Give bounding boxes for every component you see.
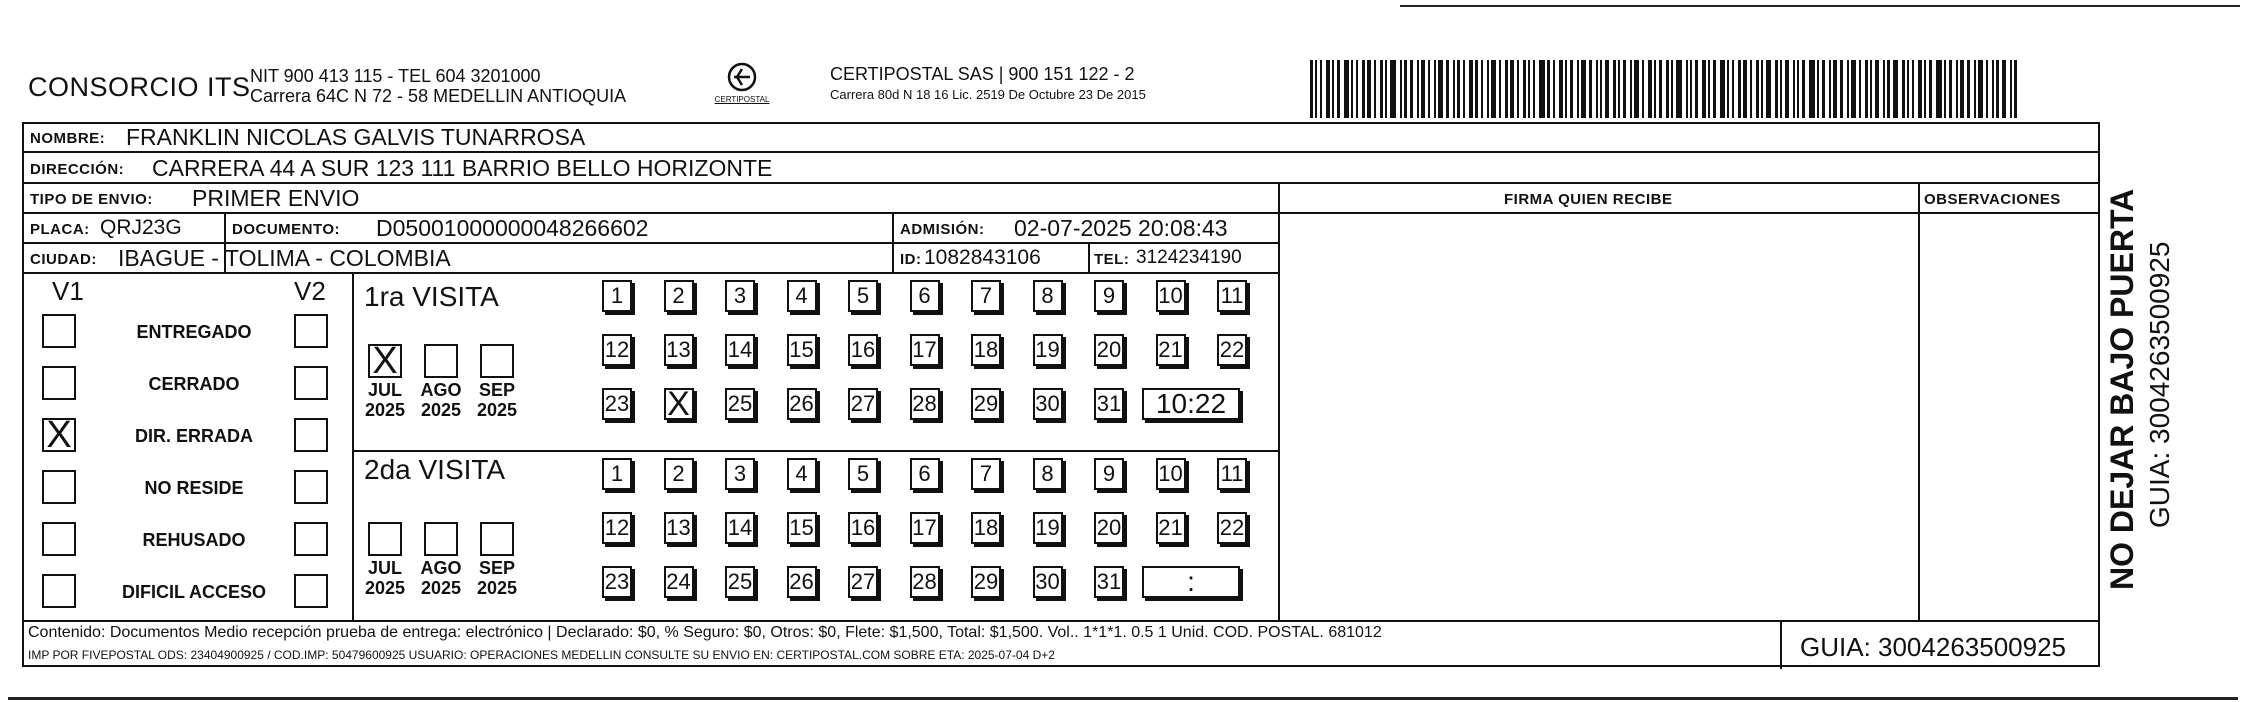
barcode-bar (1410, 60, 1413, 118)
barcode-bar (1351, 60, 1353, 118)
barcode-bar (1750, 60, 1752, 118)
ciudad-label: CIUDAD: (30, 251, 97, 268)
day-box[interactable]: 2 (664, 458, 694, 490)
barcode-bar (1974, 60, 1976, 118)
barcode-bar (1362, 60, 1365, 118)
barcode-bar (1469, 60, 1473, 118)
v2-checkbox[interactable] (294, 470, 328, 504)
barcode-bar (1929, 60, 1932, 118)
barcode-bar (1565, 60, 1567, 118)
day-box[interactable]: 19 (1033, 334, 1063, 366)
barcode-bar (1659, 60, 1662, 118)
month-caption (417, 380, 465, 420)
day-box[interactable]: 3 (725, 280, 755, 312)
status-option-label: CERRADO (148, 374, 240, 394)
day-box[interactable]: 8 (1033, 280, 1063, 312)
barcode-bar (1385, 60, 1387, 118)
v1-checkbox[interactable]: X (42, 418, 76, 452)
status-option-label: ENTREGADO (136, 322, 252, 342)
barcode-bar (1533, 60, 1535, 118)
day-box[interactable]: 11 (1217, 458, 1247, 490)
barcode-bar (1648, 60, 1652, 118)
logo-text: CERTIPOSTAL (714, 95, 770, 104)
barcode-bar (1315, 60, 1317, 118)
day-box-marked[interactable]: X (664, 388, 694, 420)
barcode-bar (1505, 60, 1508, 118)
day-box[interactable]: 29 (971, 566, 1001, 598)
barcode-bar (1367, 60, 1371, 118)
month-checkbox[interactable] (368, 522, 402, 556)
placa-value: QRJ23G (100, 216, 182, 239)
day-box[interactable]: 17 (910, 334, 940, 366)
month-label: SEP (478, 380, 516, 400)
logo-icon (725, 60, 759, 94)
month-checkbox[interactable] (480, 522, 514, 556)
barcode-bar (1944, 60, 1946, 118)
barcode-bar (1822, 60, 1825, 118)
admision-value: 02-07-2025 20:08:43 (1014, 215, 1228, 241)
barcode-bar (1902, 60, 1905, 118)
barcode-bar (1918, 60, 1922, 118)
barcode-bar (2002, 60, 2006, 118)
barcode-bar (1438, 60, 1443, 118)
barcode-bar (1732, 60, 1734, 118)
day-box[interactable]: 25 (725, 388, 755, 420)
day-box[interactable]: 18 (971, 512, 1001, 544)
barcode-bar (1924, 60, 1926, 118)
year-label: 2025 (476, 400, 518, 420)
day-box[interactable]: 6 (910, 458, 940, 490)
barcode-bar (1887, 60, 1890, 118)
barcode-bar (1851, 60, 1856, 118)
day-box[interactable]: 23 (602, 566, 632, 598)
barcode-bar (1390, 60, 1396, 118)
year-label: 2025 (364, 400, 406, 420)
side-warning: NO DEJAR BAJO PUERTA (2104, 188, 2140, 590)
barcode-bar (1756, 60, 1759, 118)
barcode-bar (1695, 60, 1698, 118)
barcode-bar (1553, 60, 1555, 118)
v2-checkbox[interactable] (294, 418, 328, 452)
day-box[interactable]: 31 (1094, 566, 1124, 598)
v1-checkbox[interactable] (42, 314, 76, 348)
day-box[interactable]: 25 (725, 566, 755, 598)
month-caption (473, 380, 521, 420)
barcode-bar (1766, 60, 1771, 118)
tel-value: 3124234190 (1136, 247, 1242, 268)
barcode-bar (1936, 60, 1942, 118)
day-box[interactable]: 15 (787, 334, 817, 366)
barcode-bar (1446, 60, 1449, 118)
documento-value: D05001000000048266602 (376, 215, 649, 241)
barcode-bar (1400, 60, 1402, 118)
tipo-envio-label: TIPO DE ENVIO: (30, 191, 153, 208)
month-caption (361, 380, 409, 420)
day-box[interactable]: 4 (787, 280, 817, 312)
barcode-bar (1949, 60, 1952, 118)
barcode-bar (1547, 60, 1550, 118)
barcode-bar (1475, 60, 1478, 118)
day-box[interactable]: 2 (664, 280, 694, 312)
guia-footer: GUIA: 3004263500925 (1800, 632, 2066, 662)
barcode-bar (1457, 60, 1460, 118)
day-box[interactable]: 9 (1094, 280, 1124, 312)
barcode-bar (1986, 60, 1988, 118)
month-checkbox[interactable] (424, 344, 458, 378)
v2-checkbox[interactable] (294, 366, 328, 400)
barcode-bar (1623, 60, 1626, 118)
barcode-bar (1380, 60, 1383, 118)
barcode-bar (1581, 60, 1586, 118)
month-checkbox[interactable] (424, 522, 458, 556)
v2-header: V2 (294, 276, 326, 306)
barcode-bar (1802, 60, 1805, 118)
v2-checkbox[interactable] (294, 522, 328, 556)
barcode-bar (1727, 60, 1729, 118)
month-caption (473, 558, 521, 598)
year-label: 2025 (420, 400, 462, 420)
carrier-name: CERTIPOSTAL SAS | 900 151 122 - 2 (830, 64, 1135, 84)
barcode-bar (1332, 60, 1334, 118)
month-checkbox[interactable] (480, 344, 514, 378)
barcode-bar (1344, 60, 1349, 118)
placa-label: PLACA: (30, 221, 90, 238)
admision-label: ADMISIÓN: (900, 221, 985, 238)
month-label: AGO (420, 558, 462, 578)
year-label: 2025 (364, 578, 406, 598)
day-box[interactable]: 13 (664, 334, 694, 366)
barcode-bar (1809, 60, 1815, 118)
barcode-bar (1793, 60, 1795, 118)
day-box[interactable]: 4 (787, 458, 817, 490)
barcode-bar (1374, 60, 1376, 118)
v1-checkbox[interactable] (42, 470, 76, 504)
day-box[interactable]: 30 (1033, 388, 1063, 420)
year-label: 2025 (476, 578, 518, 598)
day-box[interactable]: 23 (602, 388, 632, 420)
day-box[interactable]: 18 (971, 334, 1001, 366)
day-box[interactable]: 3 (725, 458, 755, 490)
direccion-value: CARRERA 44 A SUR 123 111 BARRIO BELLO HORIZONTE (152, 155, 773, 181)
day-box[interactable]: 10 (1156, 458, 1186, 490)
day-box[interactable]: 21 (1156, 334, 1186, 366)
barcode-bar (1517, 60, 1519, 118)
barcode-bar (1310, 60, 1313, 118)
barcode-bar (1481, 60, 1483, 118)
day-box[interactable]: 19 (1033, 512, 1063, 544)
barcode-bar (1840, 60, 1843, 118)
day-box[interactable]: 31 (1094, 388, 1124, 420)
barcode-bar (1992, 60, 1994, 118)
day-box[interactable]: 17 (910, 512, 940, 544)
day-box[interactable]: 27 (848, 388, 878, 420)
barcode (1310, 60, 2070, 118)
time-box[interactable]: 10:22 (1142, 388, 1240, 420)
status-option-label: DIR. ERRADA (134, 426, 253, 446)
barcode-bar (1434, 60, 1436, 118)
day-box[interactable]: 1 (602, 458, 632, 490)
barcode-bar (1761, 60, 1763, 118)
day-box[interactable]: 22 (1217, 334, 1247, 366)
barcode-bar (1797, 60, 1799, 118)
v2-checkbox[interactable] (294, 574, 328, 608)
day-box[interactable]: 9 (1094, 458, 1124, 490)
visit1-title: 1ra VISITA (364, 281, 499, 312)
day-box[interactable]: 16 (848, 512, 878, 544)
v1-checkbox[interactable] (42, 574, 76, 608)
barcode-bar (1671, 60, 1673, 118)
barcode-bar (2010, 60, 2012, 118)
barcode-bar (1589, 60, 1592, 118)
v1-checkbox[interactable] (42, 366, 76, 400)
barcode-bar (1859, 60, 1861, 118)
barcode-bar (1686, 60, 1688, 118)
barcode-bar (1978, 60, 1983, 118)
barcode-bar (1912, 60, 1914, 118)
barcode-bar (1967, 60, 1970, 118)
barcode-bar (1337, 60, 1340, 118)
bottom-rule (8, 697, 2238, 700)
barcode-bar (1785, 60, 1789, 118)
barcode-bar (1996, 60, 1999, 118)
day-box[interactable]: 20 (1094, 512, 1124, 544)
barcode-bar (1956, 60, 1958, 118)
barcode-bar (1613, 60, 1616, 118)
side-guia: GUIA: 3004263500925 (2144, 241, 2175, 528)
day-box[interactable]: 8 (1033, 458, 1063, 490)
day-box[interactable]: 28 (910, 388, 940, 420)
barcode-bar (1666, 60, 1669, 118)
v2-checkbox[interactable] (294, 314, 328, 348)
company-name: CONSORCIO ITS (28, 72, 251, 102)
barcode-bar (1708, 60, 1710, 118)
address-line: Carrera 64C N 72 - 58 MEDELLIN ANTIOQUIA (250, 86, 627, 106)
day-box[interactable]: 7 (971, 280, 1001, 312)
day-box[interactable]: 29 (971, 388, 1001, 420)
barcode-bar (1720, 60, 1725, 118)
v1-checkbox[interactable] (42, 522, 76, 556)
nombre-value: FRANKLIN NICOLAS GALVIS TUNARROSA (126, 124, 586, 150)
month-label: SEP (478, 558, 516, 578)
barcode-bar (1421, 60, 1425, 118)
direccion-label: DIRECCIÓN: (30, 161, 125, 178)
day-box[interactable]: 12 (602, 512, 632, 544)
month-caption (417, 558, 465, 598)
day-box[interactable]: 30 (1033, 566, 1063, 598)
day-box[interactable]: 27 (848, 566, 878, 598)
barcode-bar (1523, 60, 1526, 118)
barcode-bar (1596, 60, 1598, 118)
day-box[interactable]: 12 (602, 334, 632, 366)
time-box[interactable]: : (1142, 566, 1240, 598)
id-value: 1082843106 (924, 246, 1041, 269)
company-nit (250, 66, 626, 106)
day-box[interactable]: 6 (910, 280, 940, 312)
barcode-bar (1570, 60, 1573, 118)
barcode-bar (1600, 60, 1602, 118)
firma-header: FIRMA QUIEN RECIBE (1504, 191, 1673, 208)
barcode-bar (1491, 60, 1496, 118)
barcode-bar (1893, 60, 1898, 118)
tel-label: TEL: (1094, 251, 1130, 268)
day-box[interactable]: 14 (725, 512, 755, 544)
day-box[interactable]: 10 (1156, 280, 1186, 312)
day-box[interactable]: 1 (602, 280, 632, 312)
day-box[interactable]: 22 (1217, 512, 1247, 544)
status-option-label: REHUSADO (142, 530, 246, 550)
barcode-bar (1499, 60, 1501, 118)
day-box[interactable]: 21 (1156, 512, 1186, 544)
day-box[interactable]: 5 (848, 280, 878, 312)
barcode-bar (1577, 60, 1579, 118)
carrier-info (830, 64, 1146, 102)
day-box[interactable]: 7 (971, 458, 1001, 490)
barcode-bar (1404, 60, 1407, 118)
status-option-label: DIFICIL ACCESO (121, 582, 266, 602)
barcode-bar (1654, 60, 1656, 118)
month-label: JUL (367, 380, 402, 400)
barcode-bar (1510, 60, 1514, 118)
month-label: AGO (420, 380, 462, 400)
barcode-bar (1875, 60, 1879, 118)
contenido-line: Contenido: Documentos Medio recepción prueba de entrega: electrónico | Declarado: $0, % Seguro: $0, Otros: $0, Flete: $1,500, Total: $1,500. Vol.. 1*1*1. 0.5 1 Unid. COD. POSTAL. 681012 (28, 624, 1382, 641)
barcode-bar (1690, 60, 1692, 118)
day-box[interactable]: 16 (848, 334, 878, 366)
barcode-bar (1847, 60, 1849, 118)
barcode-bar (1528, 60, 1530, 118)
ciudad-value: IBAGUE - TOLIMA - COLOMBIA (118, 245, 451, 271)
barcode-bar (1829, 60, 1831, 118)
observaciones-header: OBSERVACIONES (1924, 191, 2061, 208)
barcode-bar (1453, 60, 1455, 118)
barcode-bar (1865, 60, 1868, 118)
barcode-bar (1743, 60, 1747, 118)
barcode-bar (1539, 60, 1545, 118)
barcode-bar (1676, 60, 1682, 118)
barcode-bar (1634, 60, 1639, 118)
status-option-label: NO RESIDE (144, 478, 244, 498)
certipostal-logo (712, 60, 772, 104)
tipo-envio-value: PRIMER ENVIO (192, 185, 360, 211)
delivery-form (22, 122, 2100, 667)
barcode-bar (2014, 60, 2017, 118)
barcode-bar (1780, 60, 1782, 118)
barcode-bar (1642, 60, 1644, 118)
barcode-bar (1487, 60, 1489, 118)
barcode-bar (1713, 60, 1716, 118)
month-checkbox[interactable]: X (368, 344, 402, 378)
barcode-bar (1618, 60, 1620, 118)
barcode-bar (1738, 60, 1741, 118)
month-caption (361, 558, 409, 598)
imp-line: IMP POR FIVEPOSTAL ODS: 23404900925 / COD.IMP: 50479600925 USUARIO: OPERACIONES MEDELLIN CONSULTE SU ENVIO EN: CERTIPOSTAL.COM SOBRE ETA: 2025-07-04 D+2 (28, 648, 1055, 662)
barcode-bar (1907, 60, 1909, 118)
barcode-bar (1833, 60, 1837, 118)
barcode-bar (1326, 60, 1330, 118)
day-box[interactable]: 26 (787, 388, 817, 420)
barcode-bar (1960, 60, 1964, 118)
barcode-bar (1463, 60, 1465, 118)
carrier-address: Carrera 80d N 18 16 Lic. 2519 De Octubre 23 De 2015 (830, 87, 1146, 102)
barcode-bar (1559, 60, 1563, 118)
year-label: 2025 (420, 578, 462, 598)
day-box[interactable]: 24 (664, 566, 694, 598)
day-box[interactable]: 15 (787, 512, 817, 544)
barcode-bar (1428, 60, 1430, 118)
barcode-bar (1870, 60, 1872, 118)
barcode-bar (1883, 60, 1885, 118)
day-box[interactable]: 11 (1217, 280, 1247, 312)
barcode-bar (1417, 60, 1419, 118)
visit2-title: 2da VISITA (364, 454, 506, 485)
v1-header: V1 (52, 276, 84, 306)
barcode-bar (1630, 60, 1632, 118)
documento-label: DOCUMENTO: (232, 221, 341, 238)
nit-line: NIT 900 413 115 - TEL 604 3201000 (250, 66, 541, 86)
barcode-bar (1817, 60, 1819, 118)
day-box[interactable]: 13 (664, 512, 694, 544)
month-label: JUL (367, 558, 402, 578)
nombre-label: NOMBRE: (30, 130, 106, 147)
day-box[interactable]: 14 (725, 334, 755, 366)
top-rule (1400, 5, 2240, 7)
barcode-bar (1702, 60, 1706, 118)
barcode-bar (1775, 60, 1778, 118)
day-box[interactable]: 20 (1094, 334, 1124, 366)
barcode-bar (1605, 60, 1609, 118)
barcode-bar (1320, 60, 1322, 118)
id-label: ID: (900, 251, 922, 268)
day-box[interactable]: 26 (787, 566, 817, 598)
day-box[interactable]: 5 (848, 458, 878, 490)
day-box[interactable]: 28 (910, 566, 940, 598)
barcode-bar (1356, 60, 1358, 118)
